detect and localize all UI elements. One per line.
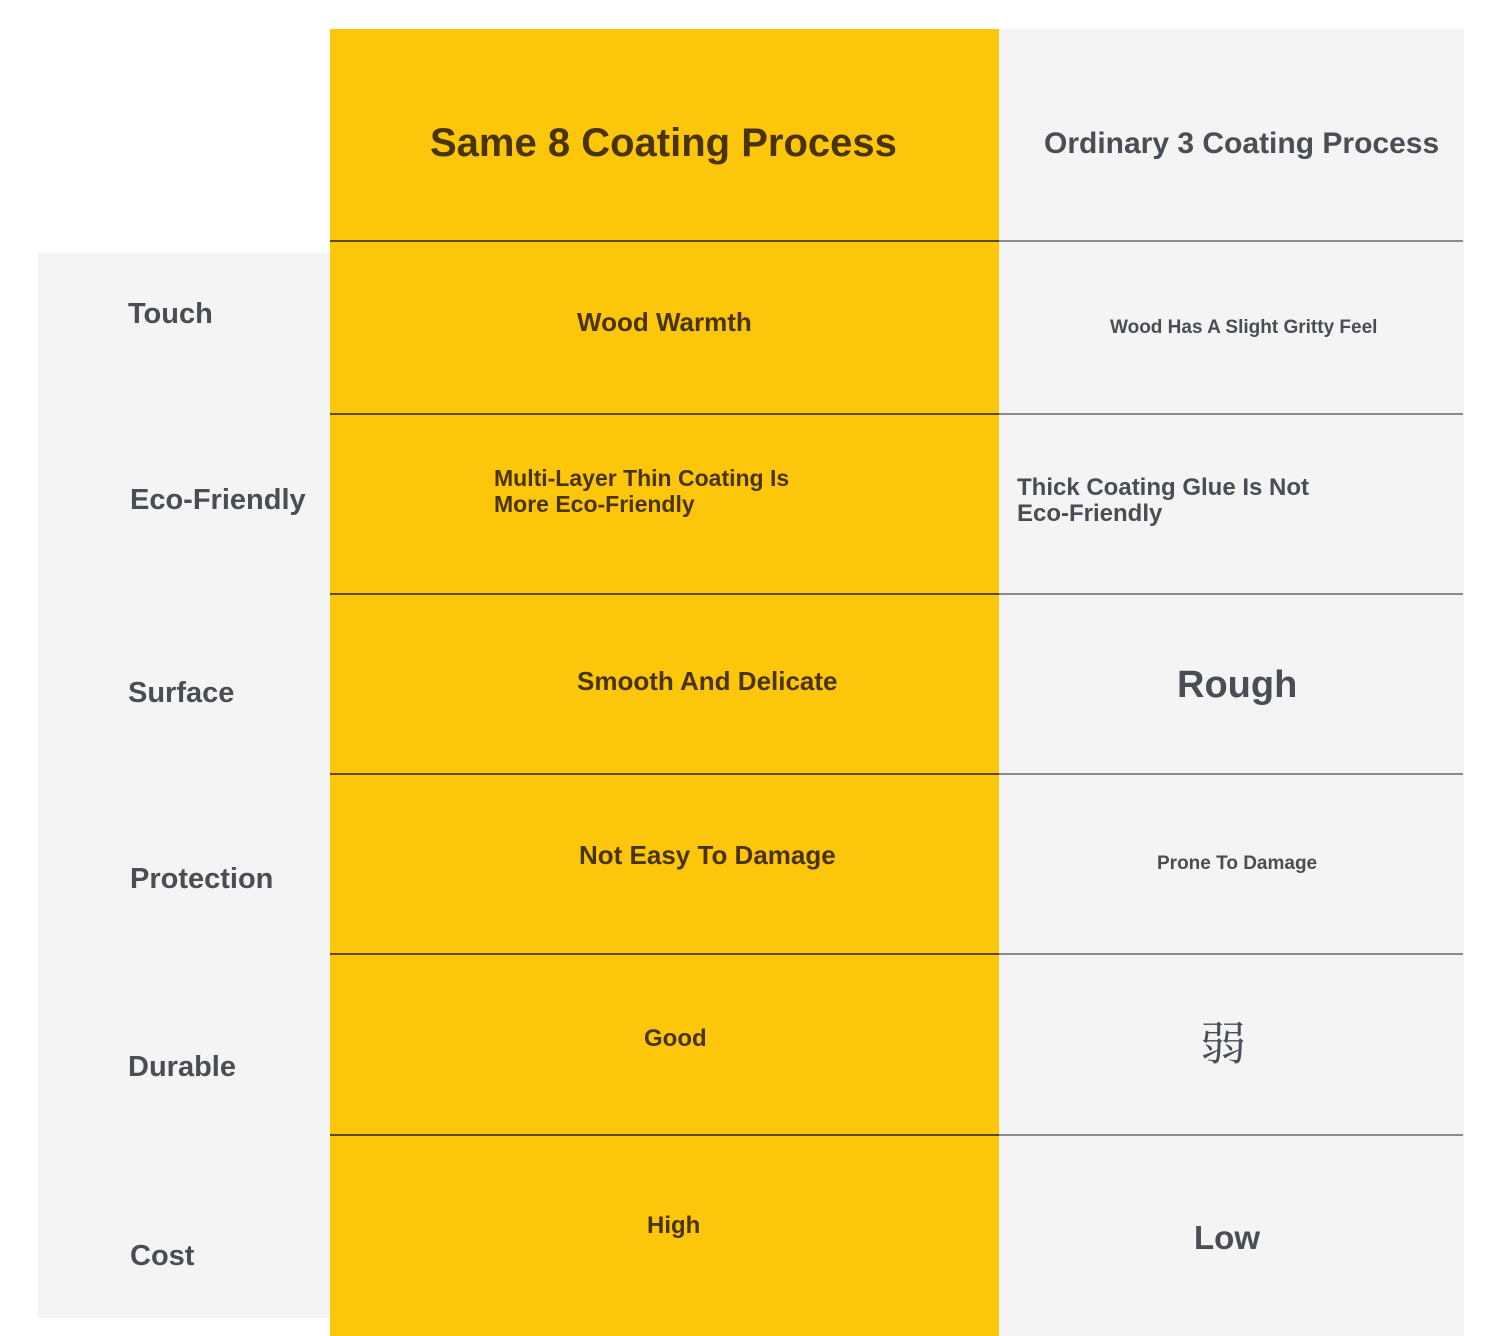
row-label-protection: Protection xyxy=(130,863,274,895)
premium-touch-value: Wood Warmth xyxy=(577,307,752,337)
premium-surface-value: Smooth And Delicate xyxy=(577,666,838,696)
premium-eco-friendly-value: Multi-Layer Thin Coating Is More Eco-Friendly xyxy=(494,465,790,517)
ordinary-durable-value: 弱 xyxy=(1200,1018,1246,1070)
row-label-durable: Durable xyxy=(128,1051,236,1083)
premium-column-title: Same 8 Coating Process xyxy=(430,121,897,165)
ordinary-eco-friendly-value: Thick Coating Glue Is Not Eco-Friendly xyxy=(1017,474,1310,527)
ordinary-column-title: Ordinary 3 Coating Process xyxy=(1044,127,1440,160)
row-label-eco-friendly: Eco-Friendly xyxy=(130,484,306,516)
ordinary-protection-value: Prone To Damage xyxy=(1157,853,1318,874)
premium-protection-value: Not Easy To Damage xyxy=(579,840,836,870)
row-label-touch: Touch xyxy=(128,298,213,330)
ordinary-surface-value: Rough xyxy=(1177,664,1298,706)
ordinary-touch-value: Wood Has A Slight Gritty Feel xyxy=(1110,317,1378,338)
premium-durable-value: Good xyxy=(644,1025,707,1052)
row-label-surface: Surface xyxy=(128,677,235,709)
ordinary-cost-value: Low xyxy=(1194,1219,1260,1256)
premium-cost-value: High xyxy=(647,1212,701,1239)
row-label-cost: Cost xyxy=(130,1240,195,1272)
row-label-panel xyxy=(38,253,330,1318)
